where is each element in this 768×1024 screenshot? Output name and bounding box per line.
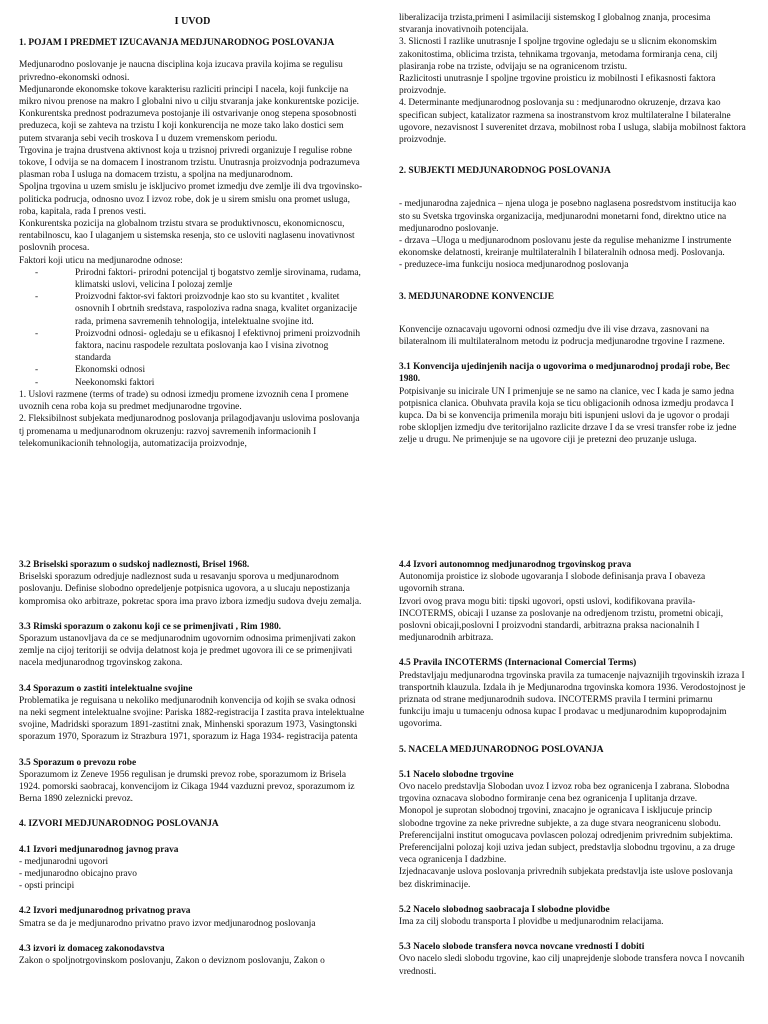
paragraph: Smatra se da je medjunarodno privatno pravo izvor medjunarodnog poslovanja [19,918,316,929]
paragraph: Faktori koji uticu na medjunarodne odnose: [19,255,183,266]
subsection-heading-5-2: 5.2 Nacelo slobodnog saobracaja I slobodne plovidbe [399,904,610,915]
subsection-heading-3-5: 3.5 Sporazum o prevozu robe [19,757,137,768]
paragraph: Izjednacavanje uslova poslovanja privrednih subjekata predstavlja iste uslove poslovanja bez diskriminacije. [399,867,733,890]
list-item: - Proizvodni odnosi- ogledaju se u efikasnoj I efektivnoj primeni proizvodnih faktora, nacinu raspodele rezultata poslovanja kao I visina zivotnog standarda [75,328,366,365]
paragraph: Briselski sporazum odredjuje nadleznost suda u resavanju sporova u medjunarodnom poslovanju. Definise slobodno opredeljenje potpisnica ugovora, a u slucaju nepostizanja kompromisa oko arbitraze, pokretac spora ima pravo izbora izmedju sudova dveju zemalja. [19,572,362,607]
page-1-right-column [399,12,746,516]
section-heading-1: 1. POJAM I PREDMET IZUCAVANJA MEDJUNARODNOG POSLOVANJA [19,38,335,49]
subsection-heading-3-4: 3.4 Sporazum o zastiti intelektualne svojine [19,683,193,694]
subsection-heading-4-2: 4.2 Izvori medjunarodnog privatnog prava [19,906,191,917]
paragraph: - medjunarodna zajednica – njena uloga je posebno naglasena posredstvom institucija kao sto su Svetska trgovinska organizacija, medjunarodni monetarni fond, direktno utice na medjunarodno poslovanje. [399,199,737,234]
paragraph: Predstavljaju medjunarodna trgovinska pravila za tumacenje najvaznijih trgovinskih izraza I transportnih klauzula. Izdala ih je Medjunarodna trgovinska komora 1936. Verodostojnost je priznata od strane medjunarodnih sudova. INCOTERMS pravila I termini primarnu funkciju imaju u tumacenju odnosa kupac I prodavac u medjunarodnim kupoprodajnim ugovorima. [399,670,746,730]
subsection-heading-4-5: 4.5 Pravila INCOTERMS (Internacional Comercial Terms) [399,658,637,669]
subsection-heading-5-1: 5.1 Nacelo slobodne trgovine [399,769,514,780]
paragraph: Ovo nacelo sledi slobodu trgovine, kao cilj unaprejdenje slobode transfera novca I novcanih vrednosti. [399,954,745,977]
paragraph: Autonomija proistice iz slobode ugovaranja I slobode definisanja prava I obaveza ugovornih strana. [399,572,706,595]
list-item: - Ekonomski odnosi [75,364,366,376]
list-item: - Prirodni faktori- prirodni potencijal tj bogatstvo zemlje sirovinama, rudama, klimatski uslovi, velicina I polozaj zemlje [75,267,366,291]
paragraph: 4. Determinante medjunarodnog poslovanja su : medjunarodno okruzenje, drzava kao specifican subject, katalizator razmena sa inostranstvom kroz multilateralne I bilateralne ugovore, nezavisnost I suverenitet drzava, mobilnost roba I usluga, slabija mobilnost faktora proizvodnje. [399,98,746,146]
paragraph: Spoljna trgovina u uzem smislu je iskljucivo promet izmedju dve zemlje ili dva trgovinsko-politicka podrucja, odnosno uvoz I izvoz robe, dok je u sirem smislu ona promet usluga, roba, kapitala, rada I prenos vesti. [19,182,363,217]
paragraph: - medjunarodni ugovori [19,856,109,867]
section-heading-2: 2. SUBJEKTI MEDJUNARODNOG POSLOVANJA [399,166,611,177]
paragraph: Preferencijalni institut omogucava povlascen polozaj odredjenim privrednim subjektima. Preferencijalni polozaj koji uziva jedan subject, predstavlja slobodnu trgovinu, a za druge veca ogranicenja I dadzbine. [399,830,735,866]
subsection-heading-4-1: 4.1 Izvori medjunarodnog javnog prava [19,844,179,855]
paragraph: liberalizacija trzista,primeni I asimilaciji sistemskog I globalnog znanja, procesima stvaranja inovativnoih potencijala. [399,13,711,36]
subsection-heading-5-3: 5.3 Nacelo slobode transfera novca novcane vrednosti I dobiti [399,942,645,953]
section-heading-3: 3. MEDJUNARODNE KONVENCIJE [399,291,554,302]
page-1-left-column [19,12,366,516]
paragraph: Sporazum ustanovljava da ce se medjunarodnim ugovornim odnosima primenjivati zakon zemlje na cijoj teritoriji se odvija delatnost koja je predmet ugovora ili ce se primenjivati nacela medjunarodnog trgovinskog zakona. [19,634,356,669]
paragraph: Medjunarodno poslovanje je naucna disciplina koja izucava pravila kojima se regulisu privredno-ekonomski odnosi. [19,60,343,83]
subsection-heading-4-3: 4.3 izvori iz domaceg zakonodavstva [19,943,165,954]
paragraph: Trgovina je trajna drustvena aktivnost koja u trzisnoj privredi organizuje I regulise robne tokove, I odvija se na domacem I inostranom trzistu. Unutrasnja proizvodnja podrazumeva plasman roba I usluga na domacem trzistu, a spoljna na medjunarodnom. [19,145,360,181]
paragraph: - opsti principi [19,881,75,892]
paragraph: - preduzece-ima funkciju nosioca medjunarodnog poslovanja [399,260,629,271]
subsection-heading-3-2: 3.2 Briselski sporazum o sudskoj nadleznosti, Brisel 1968. [19,560,250,570]
paragraph: Monopol je suprotan slobodnoj trgovini, znacajno je ogranicava I iskljucuje princip slobodne trgovine za neke privredne subjekte, a za duge stvara neogranicenu slobodu. [399,806,721,829]
paragraph: Razlicitosti unutrasnje I spoljne trgovine proisticu iz mobilnosti I efikasnosti faktora proizvodnje. [399,74,716,97]
paragraph: 2. Fleksibilnost subjekata medjunarodnog poslovanja prilagodjavanju uslovima poslovanja tj promenama u medjunarodnom okruzenju: razvoj savremenih informacionih I telekomunikacionih tehnologija, automatizacija proizvodnje, [19,414,360,449]
paragraph: - medjunarodno obicajno pravo [19,869,137,880]
paragraph: Medjunaronde ekonomske tokove karakterisu razliciti principi I nacela, koji funkcije na mikro nivou prenose na makro I globalni nivo u cilju stvaranja jake konkurentske pozicije. [19,84,360,108]
document-title: I UVOD [174,16,211,27]
paragraph: - drzava –Uloga u medjunarodnom poslovanu jeste da regulise mehanizme I instrumente ekonomske delatnosti, kreiranje multilateralnih I bilateralnih odnosa medj. Poslovanja. [399,236,732,259]
paragraph: Izvori ovog prava mogu biti: tipski ugovori, opsti uslovi, kodifikovana pravila-INCOTERMS, obicaji I uzanse za poslovanje na odredjenom trzistu, prometni obicaji, poslovni obicaji,poslovni I proizvodni standardi, arbitrazna praksa nacionalnih I medjunarodnih arbitraza. [399,596,724,644]
paragraph: Problematika je reguisana u nekoliko medjunarodnih konvencija od kojih se svaka odnosi na neki segment intelektualne svojine: Pariska 1882-registracija I zastita prava intelektualne svojine, Madridski sporazum 1891-zastitni znak, Minhenski sporazum 1973, Vasingtonski sporazum 1970, Sporazum iz Strazbura 1971, sporazum iz Haga 1934- registracija patenta [19,695,365,743]
paragraph: Konvencije oznacavaju ugovorni odnosi ozmedju dve ili vise drzava, zasnovani na bilateralnom ili multilateralnom metodu iz podrucja medjunarodne trgovine I razmene. [399,324,725,348]
page-2-left-column [19,557,366,1021]
paragraph: 1. Uslovi razmene (terms of trade) su odnosi izmedju promene izvoznih cena I promene uvoznih cena roba koja su predmet medjunarodne trgovine. [19,389,349,413]
paragraph: Konkurentska prednost podrazumeva postojanje ili ostvarivanje onog stepena sposobnosti preduzeca, koji se zahteva na trzistu I koji konkurencija ne moze tako lako dostici sem putem stvaranja sebi vecih troskova I u duzem vremenskom periodu. [19,109,357,144]
subsection-heading-3-3: 3.3 Rimski sporazum o zakonu koji ce se primenjivati , Rim 1980. [19,621,281,632]
paragraph: Potpisivanje su inicirale UN I primenjuje se ne samo na clanice, vec I kada je samo jedna potpisnica clanica. Obuhvata pravila koja se ticu obligacionih odnosa izmedju prodavca I kupca. Da bi se konvencija primenila moraju biti ispunjeni uslovi da je ugovor o prodaji robe sklopljen izmedju dve teritorijalno razlicite drzave I da se vresi transfer robe iz jedne zelje u drugu. Ne primenjuje se na ugovore ciji je pretezni deo pruzanje usluga. [399,386,737,446]
subsection-heading-4-4: 4.4 Izvori autonomnog medjunarodnog trgovinskog prava [399,560,632,570]
factors-list [19,267,366,389]
paragraph: Zakon o spoljnotrgovinskom poslovanju, Zakon o deviznom poslovanju, Zakon o [19,956,325,967]
paragraph: 3. Slicnosti I razlike unutrasnje I spoljne trgovine ogledaju se u slicnim ekonomskim zakonitostima, oblicima trzista, tehnikama trgovanja, metodama formiranja cena, cilj plasiranja robe na trziste, odvijaju se na ogranicenom trzistu. [399,37,718,72]
paragraph: Ovo nacelo predstavlja Slobodan uvoz I izvoz roba bez ogranicenja I zabrana. Slobodna trgovina oznacava slobodno formiranje cena bez ogranicenja I uplitanja drzave. [399,782,730,805]
section-heading-4: 4. IZVORI MEDJUNARODNOG POSLOVANJA [19,819,219,830]
paragraph: Ima za cilj slobodu transporta I plovidbe u medjunarodnim relacijama. [399,917,664,928]
page-2-right-column [399,557,746,1021]
paragraph: Sporazumom iz Zeneve 1956 regulisan je drumski prevoz robe, sporazumom iz Brisela 1924. pomorski saobracaj, konvencijom iz Cikaga 1944 vazduzni prevoz, sporazumom iz Berna 1890 zeleznicki prevoz. [19,769,355,805]
list-item: - Neekonomski faktori [75,377,366,389]
section-heading-5: 5. NACELA MEDJUNARODNOG POSLOVANJA [399,744,604,755]
subsection-heading-3-1: 3.1 Konvencija ujedinjenih nacija o ugovorima o medjunarodnoj prodaji robe, Bec 1980. [399,362,730,385]
list-item: - Proizvodni faktor-svi faktori proizvodnje kao sto su kvantitet , kvalitet osnovnih I obrtnih sredstava, raspoloziva radna snaga, kvalitet organizacije rada, primena savremenih tehnologija, intelektualne svojine itd. [75,291,366,328]
paragraph: Konkurentska pozicija na globalnom trzistu stvara se produktivnoscu, ekonomicnoscu, rentabilnoscu, kao I ulaganjem u sistemska resenja, sto ce usloviti naglasenu inovativnost poslovnih procesa. [19,219,355,254]
